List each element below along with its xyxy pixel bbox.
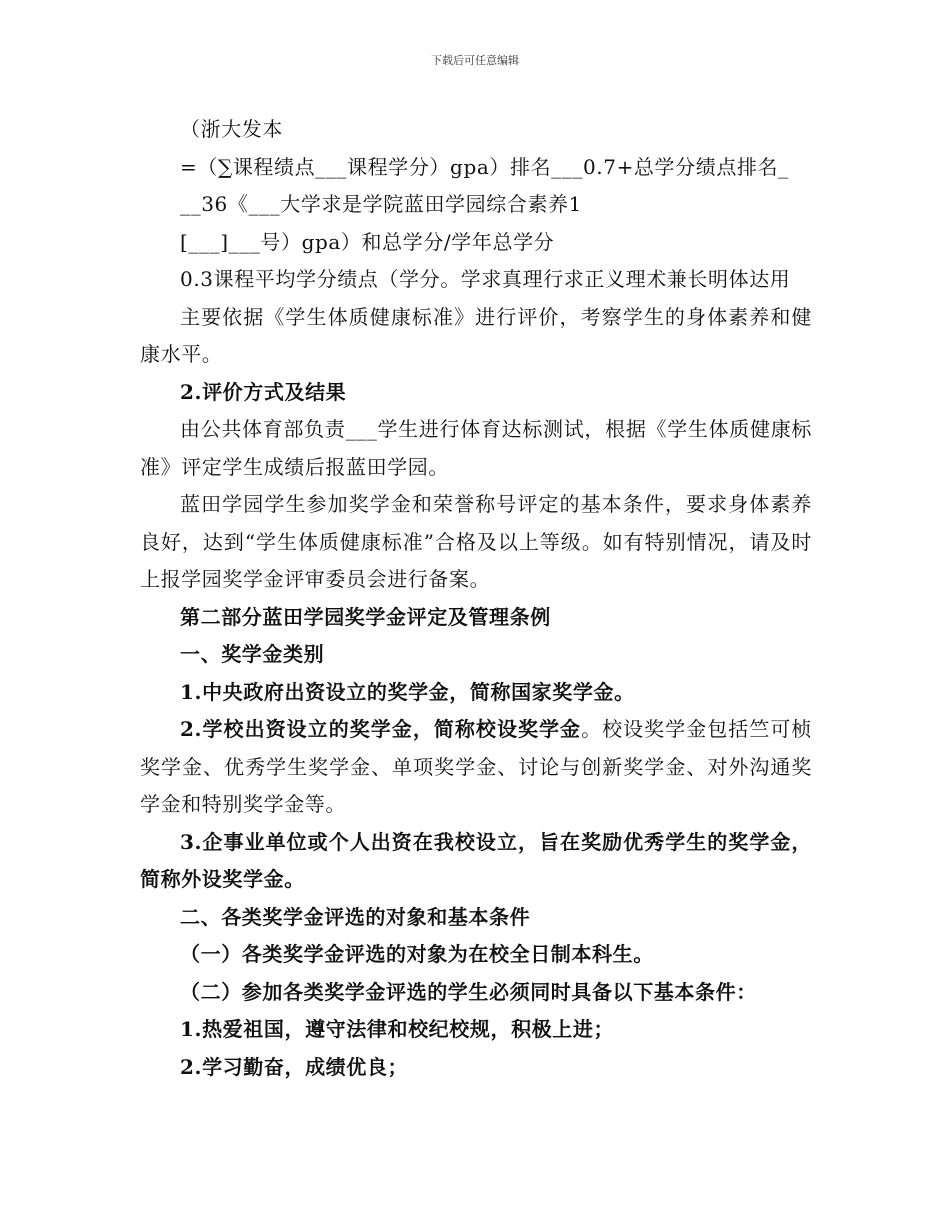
- external-scholarship-item: 3.企事业单位或个人出资在我校设立，旨在奖励优秀学生的奖学金，简称外设奖学金。: [140, 829, 812, 891]
- condition-target: （一）各类奖学金评选的对象为在校全日制本科生。: [180, 942, 654, 966]
- paragraph-1: （浙大发本: [180, 117, 283, 141]
- school-scholarship-item: [140, 711, 812, 824]
- section-heading-evaluation-method: 2.评价方式及结果: [180, 379, 347, 404]
- paragraph-4: [___]___号）gpa）和总学分/学年总学分: [180, 229, 555, 254]
- condition-item-2: 2.学习勤奋，成绩优良；: [180, 1054, 409, 1079]
- paragraph-6: 主要依据《学生体质健康标准》进行评价，考察学生的身体素养和健康水平。: [140, 304, 812, 366]
- condition-item-1: 1.热爱祖国，遵守法律和校纪校规，积极上进；: [180, 1017, 615, 1041]
- paragraph-2: =（∑课程绩点___课程学分）gpa）排名___0.7+总学分绩点排名_: [180, 154, 789, 179]
- school-scholarship-bold: 2.学校出资设立的奖学金，简称校设奖学金: [180, 717, 582, 741]
- page-header: 下载后可任意编辑: [431, 54, 519, 67]
- paragraph-3: __36《___大学求是学院蓝田学园综合素养1: [180, 192, 582, 216]
- part-two-heading: 第二部分蓝田学园奖学金评定及管理条例: [180, 604, 551, 629]
- paragraph-5: 0.3课程平均学分绩点（学分。学求真理行求正义理术兼长明体达用: [180, 267, 791, 291]
- condition-basic: （二）参加各类奖学金评选的学生必须同时具备以下基本条件：: [180, 979, 757, 1004]
- school-scholarship-detail: 。校设奖学金包括竺可桢奖学金、优秀学生奖学金、单项奖学金、讨论与创新奖学金、对外沟通奖学金和特别奖学金等。: [140, 717, 812, 816]
- national-scholarship-item: 1.中央政府出资设立的奖学金，简称国家奖学金。: [180, 679, 635, 704]
- section-heading-conditions: 二、各类奖学金评选的对象和基本条件: [180, 904, 531, 929]
- scholarship-category-heading: 一、奖学金类别: [180, 642, 325, 666]
- paragraph-9: 蓝田学园学生参加奖学金和荣誉称号评定的基本条件，要求身体素养良好，达到“学生体质健康标准”合格及以上等级。如有特别情况，请及时上报学园奖学金评审委员会进行备案。: [140, 492, 812, 591]
- document-body: [140, 111, 812, 1086]
- paragraph-8: 由公共体育部负责___学生进行体育达标测试，根据《学生体质健康标准》评定学生成绩后报蓝田学园。: [140, 417, 812, 479]
